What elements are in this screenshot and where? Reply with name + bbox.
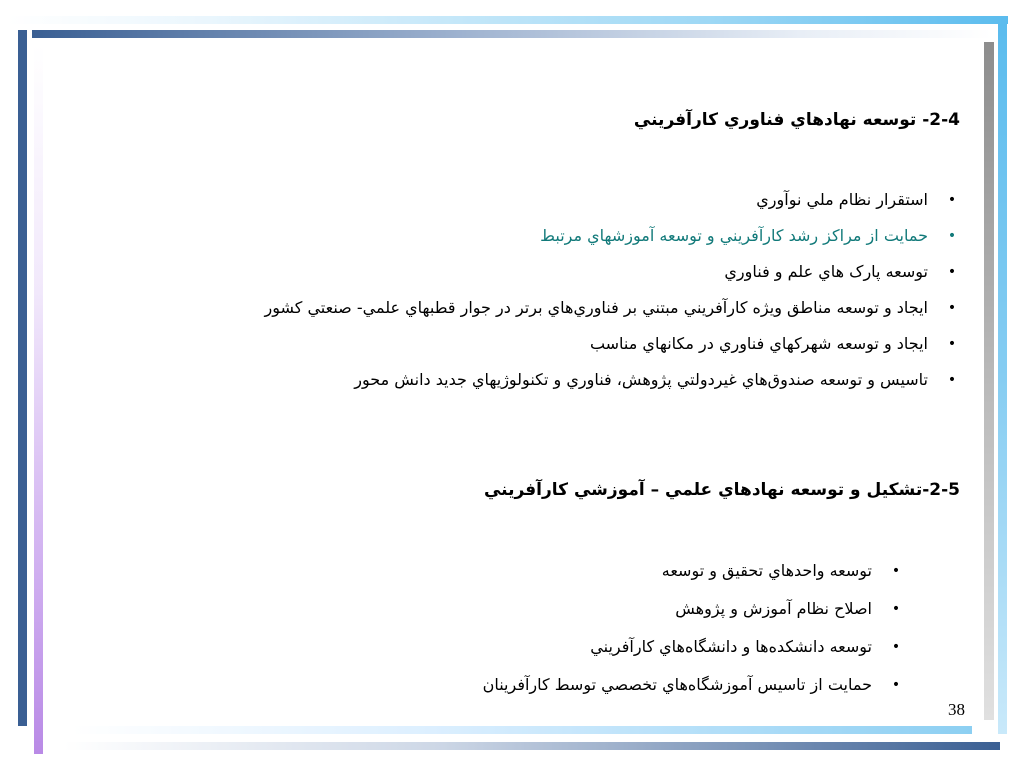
bullet-icon: • xyxy=(947,264,957,280)
bullet-icon: • xyxy=(891,639,901,655)
bullet-icon: • xyxy=(947,228,957,244)
bullet-icon: • xyxy=(947,372,957,388)
list-item xyxy=(60,326,960,362)
list-item xyxy=(204,590,904,628)
list-item-text: توسعه واحدهاي تحقيق و توسعه xyxy=(661,561,872,580)
list-item xyxy=(60,290,960,326)
list-item-text: حمايت از تاسيس آموزشگاه‌هاي تخصصي توسط كارآفرينان xyxy=(482,675,872,694)
list-item xyxy=(204,666,904,704)
list-item xyxy=(204,628,904,666)
list-item-text: توسعه پارک هاي علم و فناوري xyxy=(724,262,928,281)
list-item xyxy=(204,552,904,590)
bullet-icon: • xyxy=(947,300,957,316)
list-item-text: حمايت از مراكز رشد كارآفريني و توسعه آموزشهاي مرتبط xyxy=(540,226,928,245)
list-item-highlighted xyxy=(60,218,960,254)
section-2-5-bullet-list xyxy=(204,552,904,704)
bullet-icon: • xyxy=(891,563,901,579)
section-heading-2-4: 2-4- توسعه نهادهاي فناوري كارآفريني xyxy=(633,110,960,130)
bullet-icon: • xyxy=(891,677,901,693)
list-item xyxy=(60,182,960,218)
list-item-text: توسعه دانشكده‌ها و دانشگاه‌هاي كارآفريني xyxy=(590,637,872,656)
list-item-text: ايجاد و توسعه شهركهاي فناوري در مكانهاي مناسب xyxy=(589,334,928,353)
list-item-text: ايجاد و توسعه مناطق ويژه كارآفريني مبتني بر فناوري‌هاي برتر در جوار قطبهاي علمي- صنعتي كشور xyxy=(264,298,928,317)
bullet-icon: • xyxy=(891,601,901,617)
list-item-text: تاسيس و توسعه صندوق‌هاي غيردولتي پژوهش، فناوري و تكنولوژيهاي جديد دانش محور xyxy=(354,370,928,389)
section-heading-2-5: 2-5-تشكيل و توسعه نهادهاي علمي – آموزشي كارآفريني xyxy=(483,480,960,500)
bullet-icon: • xyxy=(947,336,957,352)
bullet-icon: • xyxy=(947,192,957,208)
list-item-text: استقرار نظام ملي نوآوري xyxy=(756,190,928,209)
list-item xyxy=(60,362,960,398)
section-2-4-bullet-list xyxy=(60,182,960,398)
page-number: 38 xyxy=(948,700,965,719)
list-item xyxy=(60,254,960,290)
list-item-text: اصلاح نظام آموزش و پژوهش xyxy=(675,599,872,618)
